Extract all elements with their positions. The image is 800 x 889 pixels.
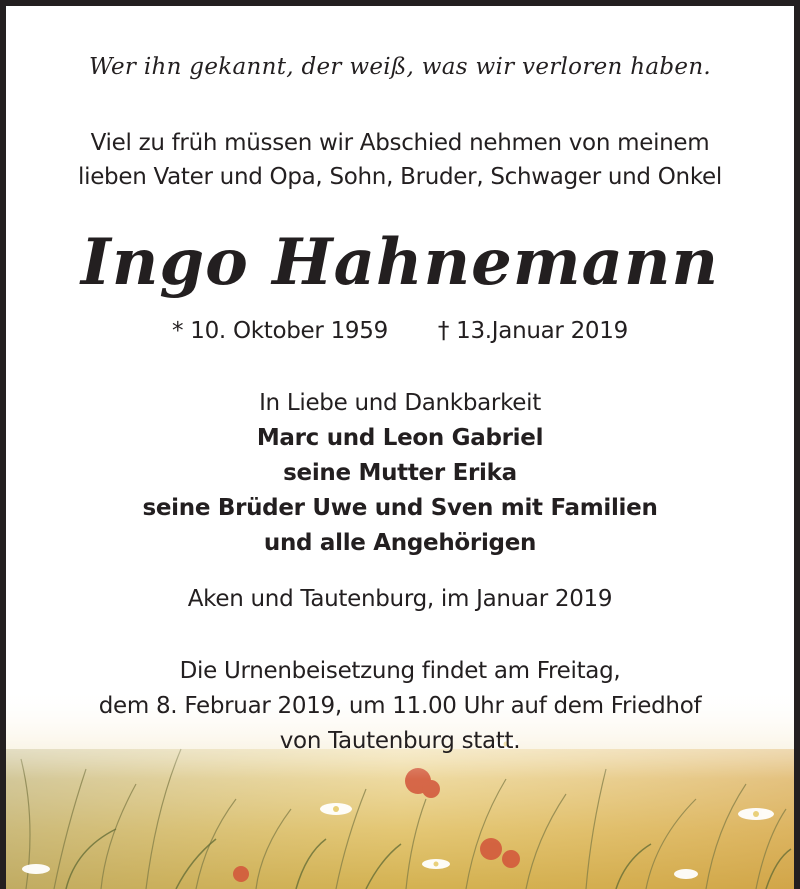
intro-text [6, 126, 794, 194]
mourner-name: seine Brüder Uwe und Sven mit Familien [142, 495, 658, 521]
intro-line: Viel zu früh müssen wir Abschied nehmen von meinem [90, 130, 710, 156]
burial-line: von Tautenburg statt. [279, 728, 521, 754]
burial-line: dem 8. Februar 2019, um 11.00 Uhr auf dem Friedhof [98, 693, 702, 719]
place-date: Aken und Tautenburg, im Januar 2019 [187, 586, 613, 612]
deceased-name: Ingo Hahnemann [80, 225, 720, 300]
life-dates [6, 318, 794, 344]
mourners-block [6, 386, 794, 561]
motto-text: Wer ihn gekannt, der weiß, was wir verloren haben. [88, 54, 712, 80]
mourner-name: seine Mutter Erika [283, 460, 517, 486]
death-date: † 13.Januar 2019 [437, 318, 628, 344]
mourner-name: Marc und Leon Gabriel [256, 425, 544, 451]
burial-notice [6, 654, 794, 759]
intro-line: lieben Vater und Opa, Sohn, Bruder, Schwager und Onkel [78, 164, 722, 190]
birth-date: * 10. Oktober 1959 [172, 318, 388, 344]
burial-line: Die Urnenbeisetzung findet am Freitag, [179, 658, 621, 684]
mourners-intro: In Liebe und Dankbarkeit [259, 390, 541, 416]
mourner-name: und alle Angehörigen [263, 530, 537, 556]
